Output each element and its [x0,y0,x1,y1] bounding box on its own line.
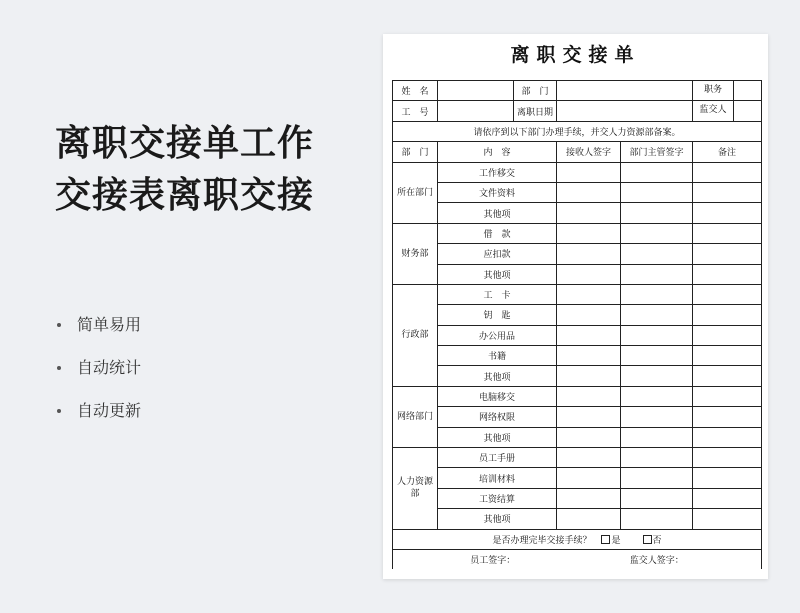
dept-group-label: 网络部门 [393,386,438,447]
yes-label: 是 [611,535,621,546]
receiver-sign-field[interactable] [557,223,621,243]
table-row [393,284,762,304]
manager-sign-field[interactable] [621,223,693,243]
col-header-manager-sign: 部门主管签字 [621,142,693,162]
handover-item: 电脑移交 [438,386,557,406]
bullet-icon [57,323,61,327]
remark-field[interactable] [693,264,762,284]
handover-item: 工作移交 [438,162,557,182]
handover-item: 文件资料 [438,182,557,202]
signature-cell [393,549,762,569]
id-field[interactable] [438,101,514,121]
manager-sign-field[interactable] [621,468,693,488]
handover-item: 其他项 [438,203,557,223]
position-field[interactable] [734,81,761,100]
supervisor-label: 监交人 [693,101,734,120]
manager-sign-field[interactable] [621,509,693,529]
position-label: 职务 [693,81,734,100]
remark-field[interactable] [693,468,762,488]
remark-field[interactable] [693,223,762,243]
bullet-icon [57,409,61,413]
no-checkbox[interactable] [643,535,652,544]
headline [55,118,365,222]
receiver-sign-field[interactable] [557,468,621,488]
completion-question: 是否办理完毕交接手续？ [492,535,592,546]
col-header-dept: 部 门 [393,142,438,162]
position-cell [693,81,762,101]
handover-table [392,80,762,569]
instruction-text: 请依序到以下部门办理手续，并交人力资源部备案。 [393,121,762,141]
table-row [393,427,762,447]
manager-sign-field[interactable] [621,386,693,406]
manager-sign-field[interactable] [621,427,693,447]
dept-group-label: 财务部 [393,223,438,284]
handover-item: 员工手册 [438,448,557,468]
manager-sign-field[interactable] [621,346,693,366]
receiver-sign-field[interactable] [557,203,621,223]
col-header-content: 内 容 [438,142,557,162]
supervisor-signature-label[interactable]: 监交人签字： [629,556,684,567]
table-row [393,264,762,284]
handover-item: 钥 匙 [438,305,557,325]
feature-list [55,310,141,439]
manager-sign-field[interactable] [621,284,693,304]
feature-item: 自动统计 [55,353,141,396]
dept-group-label: 人力资源部 [393,448,438,530]
employee-signature-label[interactable]: 员工签字： [470,556,516,567]
receiver-sign-field[interactable] [557,427,621,447]
form-title: 离职交接单 [510,44,641,66]
remark-field[interactable] [693,386,762,406]
manager-sign-field[interactable] [621,162,693,182]
handover-item: 应扣款 [438,244,557,264]
handover-item: 借 款 [438,223,557,243]
manager-sign-field[interactable] [621,325,693,345]
manager-sign-field[interactable] [621,488,693,508]
receiver-sign-field[interactable] [557,407,621,427]
table-row [393,346,762,366]
table-row [393,468,762,488]
handover-item: 工 卡 [438,284,557,304]
remark-field[interactable] [693,427,762,447]
completion-cell [393,529,762,549]
receiver-sign-field[interactable] [557,244,621,264]
receiver-sign-field[interactable] [557,284,621,304]
handover-form-sheet [383,34,768,579]
leave-date-label: 离职日期 [514,101,557,121]
handover-item: 网络权限 [438,407,557,427]
receiver-sign-field[interactable] [557,264,621,284]
leave-date-field[interactable] [557,101,693,121]
handover-item: 培训材料 [438,468,557,488]
col-header-receiver-sign: 接收人签字 [557,142,621,162]
headline-line-2: 交接表离职交接 [55,175,315,216]
handover-item: 办公用品 [438,325,557,345]
receiver-sign-field[interactable] [557,366,621,386]
receiver-sign-field[interactable] [557,305,621,325]
table-row [393,509,762,529]
completion-row [393,529,762,549]
remark-field[interactable] [693,182,762,202]
manager-sign-field[interactable] [621,448,693,468]
handover-item: 其他项 [438,509,557,529]
table-row [393,305,762,325]
remark-field[interactable] [693,305,762,325]
remark-field[interactable] [693,509,762,529]
manager-sign-field[interactable] [621,366,693,386]
table-row [393,448,762,468]
remark-field[interactable] [693,203,762,223]
remark-field[interactable] [693,366,762,386]
handover-item: 书籍 [438,346,557,366]
table-row [393,488,762,508]
receiver-sign-field[interactable] [557,325,621,345]
headline-line-1: 离职交接单工作 [55,123,315,164]
manager-sign-field[interactable] [621,244,693,264]
table-row [393,366,762,386]
remark-field[interactable] [693,162,762,182]
receiver-sign-field[interactable] [557,488,621,508]
receiver-sign-field[interactable] [557,182,621,202]
supervisor-cell [693,101,762,121]
feature-item: 自动更新 [55,396,141,439]
table-row [393,244,762,264]
dept-group-label: 所在部门 [393,162,438,223]
dept-label: 部 门 [514,81,557,101]
receiver-sign-field[interactable] [557,509,621,529]
dept-group-label: 行政部 [393,284,438,386]
handover-item: 工资结算 [438,488,557,508]
table-row [393,223,762,243]
receiver-sign-field[interactable] [557,346,621,366]
remark-field[interactable] [693,325,762,345]
feature-item: 简单易用 [55,310,141,353]
remark-field[interactable] [693,346,762,366]
name-label: 姓 名 [393,81,438,101]
table-row [393,386,762,406]
yes-checkbox[interactable] [601,535,610,544]
manager-sign-field[interactable] [621,182,693,202]
supervisor-field[interactable] [734,101,761,120]
dept-field[interactable] [557,81,693,101]
remark-field[interactable] [693,244,762,264]
remark-field[interactable] [693,448,762,468]
manager-sign-field[interactable] [621,264,693,284]
manager-sign-field[interactable] [621,203,693,223]
no-label: 否 [652,535,662,546]
signature-row [393,549,762,569]
id-label: 工 号 [393,101,438,121]
handover-item: 其他项 [438,264,557,284]
remark-field[interactable] [693,407,762,427]
receiver-sign-field[interactable] [557,448,621,468]
table-row [393,162,762,182]
receiver-sign-field[interactable] [557,162,621,182]
receiver-sign-field[interactable] [557,386,621,406]
table-row [393,182,762,202]
manager-sign-field[interactable] [621,407,693,427]
table-row [393,325,762,345]
remark-field[interactable] [693,488,762,508]
col-header-remark: 备注 [693,142,762,162]
handover-item: 其他项 [438,427,557,447]
bullet-icon [57,366,61,370]
table-row [393,203,762,223]
remark-field[interactable] [693,284,762,304]
handover-item: 其他项 [438,366,557,386]
name-field[interactable] [438,81,514,101]
table-row [393,407,762,427]
manager-sign-field[interactable] [621,305,693,325]
